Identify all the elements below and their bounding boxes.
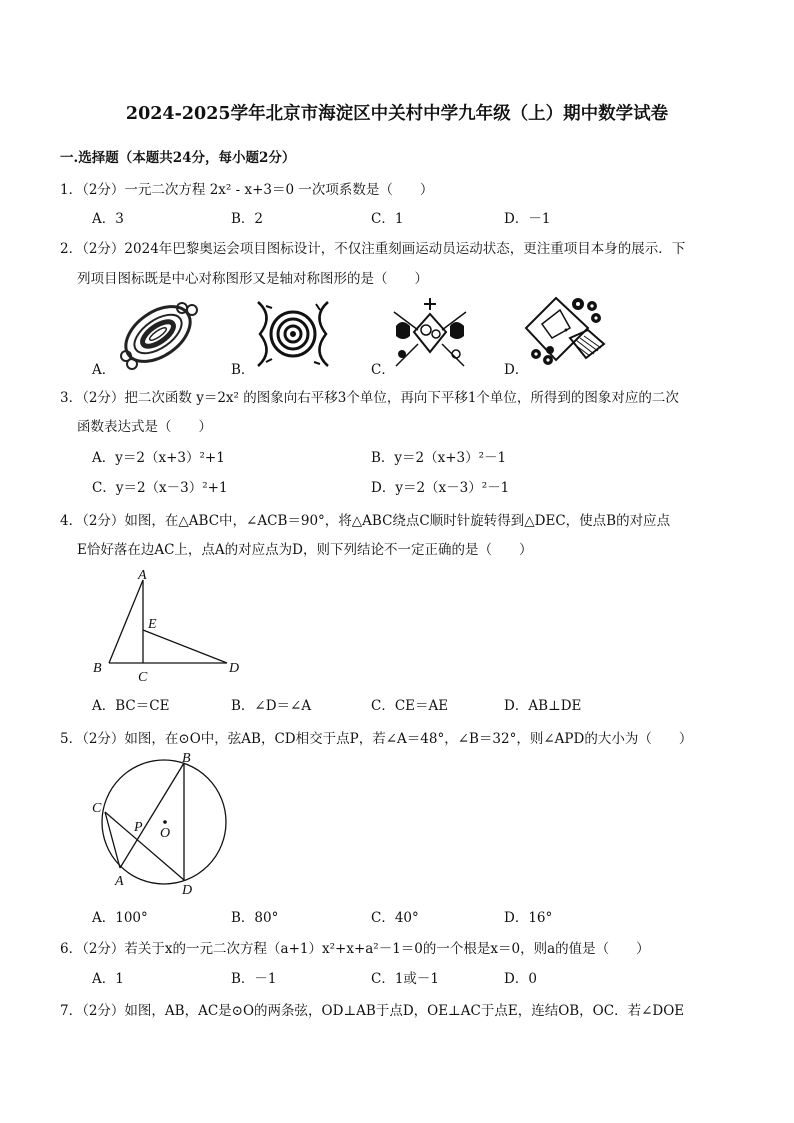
q5-option-b: B．80° [231, 910, 279, 926]
label-b: B [93, 661, 102, 676]
label-c: C [92, 801, 102, 816]
page-title: 2024-2025学年北京市海淀区中关村中学九年级（上）期中数学试卷 [125, 104, 669, 124]
q6-option-c: C．1或－1 [371, 971, 440, 987]
label-p: P [134, 820, 143, 835]
question-3-line-1: 3．（2分）把二次函数 y＝2x² 的图象向右平移3个单位，再向下平移1个单位，所得到的图象对应的二次 [60, 390, 679, 406]
q4-option-d: D．AB⊥DE [504, 698, 582, 714]
section-heading: 一.选择题（本题共24分，每小题2分） [60, 150, 296, 166]
label-e: E [148, 617, 157, 632]
q2-option-d: D． [504, 362, 529, 378]
q6-option-b: B．－1 [231, 971, 277, 987]
question-6: 6．（2分）若关于x的一元二次方程（a+1）x²+x+a²－1＝0的一个根是x＝0，则a的值是（ ） [60, 941, 650, 957]
q1-option-c: C．1 [371, 211, 404, 227]
question-4-line-1: 4．（2分）如图，在△ABC中，∠ACB＝90°，将△ABC绕点C顺时针旋转得到△DEC，使点B的对应点 [60, 513, 671, 529]
question-4-line-2: E恰好落在边AC上，点A的对应点为D，则下列结论不一定正确的是（ ） [77, 542, 533, 558]
q2-option-c: C． [371, 362, 395, 378]
label-d: D [229, 661, 240, 676]
q5-option-c: C．40° [371, 910, 419, 926]
triangle-figure [90, 566, 250, 686]
q1-option-b: B．2 [231, 211, 264, 227]
label-b: B [182, 751, 191, 766]
q3-option-a: A．y＝2（x+3）²+1 [92, 450, 225, 466]
archery-target-icon [252, 298, 334, 370]
q6-option-a: A．1 [92, 971, 124, 987]
q2-option-b: B． [231, 362, 255, 378]
question-1: 1．（2分）一元二次方程 2x² - x+3＝0 一次项系数是（ ） [60, 182, 434, 198]
q4-option-b: B．∠D＝∠A [231, 698, 312, 714]
fencing-icon [390, 296, 470, 372]
circle-figure [88, 748, 228, 898]
q3-option-c: C．y＝2（x－3）²+1 [92, 480, 228, 496]
label-a: A [115, 874, 124, 889]
q1-option-d: D．－1 [504, 211, 551, 227]
question-7: 7．（2分）如图，AB，AC是⊙O的两条弦，OD⊥AB于点D，OE⊥AC于点E，连结OB，OC．若∠DOE [60, 1003, 685, 1019]
q5-option-a: A．100° [92, 910, 148, 926]
q3-option-b: B．y＝2（x+3）²－1 [371, 450, 507, 466]
table-game-icon [526, 294, 608, 372]
label-c: C [138, 670, 148, 685]
q4-option-a: A．BC＝CE [92, 698, 170, 714]
label-a: A [138, 568, 147, 583]
q6-option-d: D．0 [504, 971, 537, 987]
question-2-line-1: 2．（2分）2024年巴黎奥运会项目图标设计，不仅注重刻画运动员运动状态，更注重项目本身的展示．下 [60, 241, 686, 257]
label-d: D [182, 883, 193, 898]
cycling-track-icon [118, 298, 198, 370]
q2-option-a: A． [92, 362, 116, 378]
q5-option-d: D．16° [504, 910, 553, 926]
question-5: 5．（2分）如图，在⊙O中，弦AB，CD相交于点P，若∠A＝48°，∠B＝32°，则∠APD的大小为（ ） [60, 731, 693, 747]
label-o: O [160, 826, 171, 841]
q1-option-a: A．3 [92, 211, 124, 227]
question-3-line-2: 函数表达式是（ ） [77, 419, 212, 435]
q4-option-c: C．CE＝AE [371, 698, 449, 714]
q3-option-d: D．y＝2（x－3）²－1 [371, 480, 510, 496]
question-2-line-2: 列项目图标既是中心对称图形又是轴对称图形的是（ ） [77, 271, 428, 287]
